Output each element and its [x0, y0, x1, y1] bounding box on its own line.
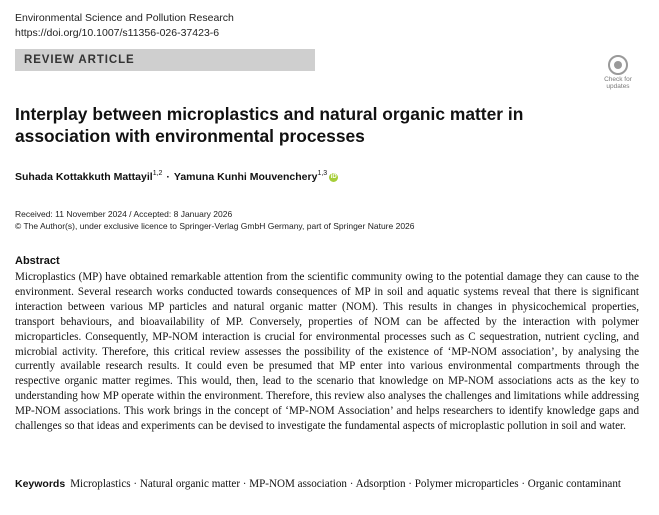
orcid-icon[interactable]: iD — [330, 174, 337, 180]
keywords-list: Microplastics · Natural organic matter · MP-NOM association · Adsorption · Polymer microparticles · Organic contaminant — [70, 478, 621, 490]
abstract-heading: Abstract — [15, 255, 60, 267]
journal-name: Environmental Science and Pollution Research — [15, 12, 234, 24]
check-for-updates-label: Check for updates — [604, 76, 632, 90]
check-for-updates-icon — [608, 55, 628, 75]
abstract-text: Microplastics (MP) have obtained remarkable attention from the scientific community owing to the potential damage they can cause to the environment. Several research works conducted towards consequences of MP in soil and aquatic systems reveal that there is significant interaction between various MP particles and natural organic matter (NOM). This results in changes in physicochemical properties, transport behaviours, and bioavailability of MP. Conversely, properties of NOM can be affected by the interaction with polymer microparticles. Consequently, MP-NOM interaction is crucial for environmental processes such as C sequestration, nutrient cycling, and microbial activity. Therefore, this critical review assesses the possibility of the existence of ‘MP-NOM association’, by analysing the currently available research results. It could even be presumed that MP enter into various environmental compartments through the respective organic matter regimes. This would, then, lead to the scenario that knowledge on MP-NOM associations acts as the key to understanding how MP operate within the environment. Therefore, this review also analyses the challenges and limitations while addressing MP-NOM associations. This work brings in the concept of ‘MP-NOM Association’ and helps researchers to identify knowledge gaps and challenges so that ideas and experiments can be devised to investigate the fundamental aspects of microplastic pollution in soil and water. — [15, 271, 639, 433]
author-affiliation: 1,3 — [317, 169, 328, 177]
check-for-updates-button[interactable] — [598, 55, 638, 93]
author-name[interactable]: Yamuna Kunhi Mouvenchery — [173, 171, 318, 183]
keywords-heading: Keywords — [15, 478, 66, 490]
doi-link[interactable]: https://doi.org/10.1007/s11356-026-37423-6 — [15, 27, 220, 39]
article-type-label: REVIEW ARTICLE — [24, 54, 135, 66]
article-type-band — [15, 49, 315, 71]
received-accepted-dates: Received: 11 November 2024 / Accepted: 8 January 2026 — [15, 209, 233, 219]
author-list — [15, 171, 338, 183]
author-name[interactable]: Suhada Kottakkuth Mattayil — [15, 171, 153, 183]
author-affiliation: 1,2 — [152, 169, 163, 177]
author-separator: · — [166, 171, 170, 183]
copyright-notice: © The Author(s), under exclusive licence to Springer-Verlag GmbH Germany, part of Springer Nature 2026 — [15, 221, 415, 231]
keywords-section — [15, 477, 639, 491]
article-title: Interplay between microplastics and natural organic matter in association with environmental processes — [15, 104, 524, 146]
